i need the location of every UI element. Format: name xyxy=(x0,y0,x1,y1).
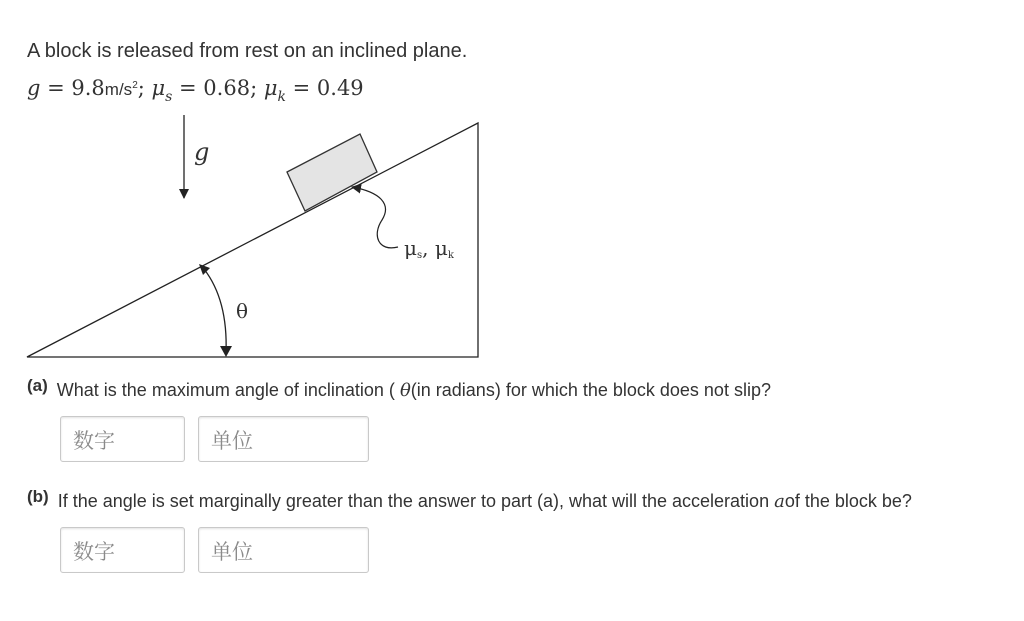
friction-label: μs, μk xyxy=(404,236,454,261)
friction-pointer xyxy=(352,187,398,248)
g-unit: m/s xyxy=(104,80,133,99)
angle-arc xyxy=(204,269,226,353)
question-a xyxy=(27,376,771,401)
question-b-text: If the angle is set marginally greater than the answer to part (a), what will the acceleration xyxy=(52,491,775,511)
g-symbol: g xyxy=(27,76,41,100)
theta-symbol: θ xyxy=(399,380,411,401)
question-a-text-end: (in radians) for which the block does not slip? xyxy=(410,380,771,400)
angle-arrow-bottom xyxy=(220,346,232,357)
mu-s-symbol: μ xyxy=(151,76,166,100)
part-b-tag: (b) xyxy=(27,487,49,506)
angle-arrow-top xyxy=(199,264,210,275)
part-a-tag: (a) xyxy=(27,376,48,395)
problem-intro: A block is released from rest on an inclined plane. xyxy=(27,40,468,62)
question-a-text: What is the maximum angle of inclination ( xyxy=(51,380,400,400)
answer-b-number-input[interactable]: 数字 xyxy=(60,527,185,573)
g-unit-exponent: 2 xyxy=(132,80,138,91)
mu-k-value: = 0.49 xyxy=(285,76,364,100)
gravity-label: g xyxy=(194,138,210,166)
separator: ; xyxy=(137,76,152,100)
acceleration-symbol: a xyxy=(774,491,785,512)
answer-a-unit-input[interactable]: 单位 xyxy=(198,416,369,462)
mu-k-symbol: μ xyxy=(263,76,278,100)
mu-s-subscript: s xyxy=(165,89,173,105)
mu-s-value: = 0.68; xyxy=(172,76,264,100)
angle-label: θ xyxy=(236,299,249,323)
answer-b-unit-input[interactable]: 单位 xyxy=(198,527,369,573)
mu-k-subscript: k xyxy=(277,89,286,105)
question-b-text-end: of the block be? xyxy=(784,491,912,511)
g-value: = 9.8 xyxy=(40,76,105,100)
incline-diagram xyxy=(0,100,500,365)
question-b xyxy=(27,487,912,512)
answer-a-number-input[interactable]: 数字 xyxy=(60,416,185,462)
